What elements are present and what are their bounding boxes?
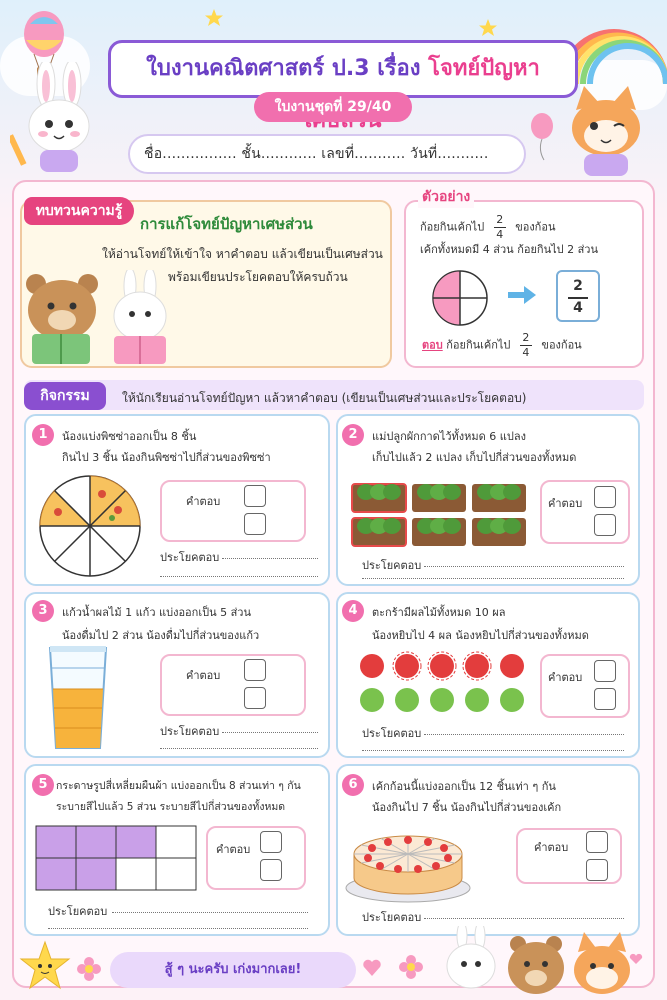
answer-box-3	[160, 654, 306, 716]
answer-denominator-box[interactable]	[586, 859, 608, 881]
review-text-line: ให้อ่านโจทย์ให้เข้าใจ หาคำตอบ แล้วเขียนเป็นเศษส่วน	[102, 247, 383, 261]
question-text: ตะกร้ามีผลไม้ทั้งหมด 10 ผล	[372, 606, 506, 619]
bunny-mascot-icon	[10, 62, 110, 174]
juice-glass-icon	[46, 644, 110, 754]
answer-sentence-line[interactable]	[362, 750, 624, 751]
activity-tag: กิจกรรม	[24, 382, 106, 410]
answer-sentence-line[interactable]	[160, 576, 318, 577]
answer-sentence-line[interactable]	[48, 928, 308, 929]
worksheet-set-badge: ใบงานชุดที่ 29/40	[254, 92, 412, 122]
answer-sentence-label: ประโยคตอบ	[160, 551, 220, 564]
answer-numerator-box[interactable]	[586, 831, 608, 853]
answer-denominator-box[interactable]	[594, 688, 616, 710]
answer-label: คำตอบ	[216, 843, 251, 856]
title-topic: โจทย์ปัญหา	[428, 56, 540, 81]
fraction-denominator: 4	[522, 346, 530, 359]
encouragement-message: สู้ ๆ นะครับ เก่งมากเลย!	[110, 952, 356, 988]
example-text: ของก้อน	[541, 338, 582, 352]
answer-sentence-label: ประโยคตอบ	[362, 911, 422, 924]
question-number: 6	[342, 774, 364, 796]
example-text: ของก้อน	[515, 220, 556, 234]
question-number: 3	[32, 600, 54, 622]
answer-sentence-line[interactable]	[160, 748, 318, 749]
cat-mascot-icon	[556, 82, 656, 178]
answer-sentence-label: ประโยคตอบ	[362, 727, 422, 740]
example-answer-label: ตอบ	[422, 338, 443, 352]
question-text: ระบายสีไปแล้ว 5 ส่วน ระบายสีไปกี่ส่วนของทั้งหมด	[56, 801, 286, 813]
example-answer-line	[422, 332, 582, 359]
star-icon	[204, 8, 224, 28]
answer-numerator-box[interactable]	[594, 486, 616, 508]
question-text: น้องกินไป 7 ชิ้น น้องกินไปกี่ส่วนของเค้ก	[372, 801, 562, 814]
answer-sentence-line[interactable]	[424, 566, 624, 567]
pizza-icon	[36, 472, 144, 580]
student-info-fields[interactable]: ชื่อ................ ชั้น............ เลขที่........... วันที่...........	[128, 134, 526, 174]
result-numerator: 2	[573, 278, 583, 294]
question-text: น้องหยิบไป 4 ผล น้องหยิบไปกี่ส่วนของทั้งหมด	[372, 629, 589, 642]
review-text-line: พร้อมเขียนประโยคตอบให้ครบถ้วน	[168, 270, 348, 284]
balloon-icon	[528, 112, 556, 162]
title-subject: ใบงานคณิตศาสตร์ ป.3 เรื่อง	[146, 56, 429, 81]
answer-label: คำตอบ	[186, 669, 221, 682]
cake-icon	[344, 818, 472, 904]
apples-icon	[350, 648, 536, 718]
mascots-group-icon	[440, 926, 650, 998]
flower-icon	[76, 956, 102, 982]
example-question-line	[420, 214, 555, 241]
answer-denominator-box[interactable]	[594, 514, 616, 536]
example-text: ก้อยกินเค้กไป	[446, 338, 511, 352]
answer-sentence-label: ประโยคตอบ	[48, 905, 108, 918]
answer-numerator-box[interactable]	[244, 485, 266, 507]
answer-sentence-line[interactable]	[222, 558, 318, 559]
example-text: ก้อยกินเค้กไป	[420, 220, 485, 234]
question-text: แก้วน้ำผลไม้ 1 แก้ว แบ่งออกเป็น 5 ส่วน	[62, 606, 251, 619]
fraction-circle-icon	[430, 268, 490, 328]
answer-sentence-line[interactable]	[112, 912, 308, 913]
example-fraction	[494, 214, 506, 241]
answer-numerator-box[interactable]	[244, 659, 266, 681]
example-line2: เค้กทั้งหมดมี 4 ส่วน ก้อยกินไป 2 ส่วน	[420, 243, 599, 256]
answer-denominator-box[interactable]	[244, 513, 266, 535]
result-denominator: 4	[573, 300, 583, 316]
question-number: 1	[32, 424, 54, 446]
smiling-star-icon	[18, 940, 72, 994]
answer-box-1	[160, 480, 306, 542]
answer-sentence-label: ประโยคตอบ	[160, 725, 220, 738]
question-text: เค้กก้อนนี้แบ่งออกเป็น 12 ชิ้นเท่า ๆ กัน	[372, 780, 556, 793]
answer-box-2	[540, 480, 630, 544]
answer-box-5	[206, 826, 306, 890]
question-text: กินไป 3 ชิ้น น้องกินพิซซ่าไปกี่ส่วนของพิซซ่า	[62, 451, 271, 464]
answer-label: คำตอบ	[548, 497, 583, 510]
answer-numerator-box[interactable]	[260, 831, 282, 853]
question-number: 4	[342, 600, 364, 622]
answer-sentence-line[interactable]	[362, 578, 624, 579]
fraction-numerator: 2	[496, 213, 504, 226]
activity-instruction: ให้นักเรียนอ่านโจทย์ปัญหา แล้วหาคำตอบ (เขียนเป็นเศษส่วนและประโยคตอบ)	[122, 391, 527, 405]
answer-label: คำตอบ	[534, 841, 569, 854]
question-number: 5	[32, 774, 54, 796]
example-answer-fraction	[520, 332, 532, 359]
fraction-numerator: 2	[522, 331, 530, 344]
answer-numerator-box[interactable]	[594, 660, 616, 682]
answer-sentence-line[interactable]	[424, 734, 624, 735]
rectangle-grid-icon	[34, 824, 198, 892]
question-text: น้องแบ่งพิซซ่าออกเป็น 8 ชิ้น	[62, 430, 197, 443]
arrow-right-icon	[508, 286, 538, 304]
question-text: แม่ปลูกผักกาดไว้ทั้งหมด 6 แปลง	[372, 430, 526, 443]
review-tag: ทบทวนความรู้	[24, 197, 134, 225]
answer-sentence-label: ประโยคตอบ	[362, 559, 422, 572]
example-title: ตัวอย่าง	[418, 186, 474, 208]
answer-box-4	[540, 654, 630, 718]
page-title	[108, 40, 578, 98]
answer-sentence-line[interactable]	[222, 732, 318, 733]
review-heading: การแก้โจทย์ปัญหาเศษส่วน	[140, 215, 313, 233]
star-icon	[478, 18, 498, 38]
example-result-box	[556, 270, 600, 322]
answer-denominator-box[interactable]	[244, 687, 266, 709]
flower-icon	[398, 954, 424, 980]
answer-label: คำตอบ	[548, 671, 583, 684]
vegetable-plots-icon	[348, 478, 530, 550]
answer-denominator-box[interactable]	[260, 859, 282, 881]
question-text: เก็บไปแล้ว 2 แปลง เก็บไปกี่ส่วนของทั้งหมด	[372, 451, 577, 464]
answer-sentence-line[interactable]	[424, 918, 624, 919]
heart-icon	[362, 958, 382, 978]
answer-label: คำตอบ	[186, 495, 221, 508]
fraction-denominator: 4	[496, 228, 504, 241]
question-number: 2	[342, 424, 364, 446]
reading-bear-and-bunny-icon	[22, 270, 182, 368]
question-text: น้องดื่มไป 2 ส่วน น้องดื่มไปกี่ส่วนของแก้ว	[62, 629, 260, 642]
question-text: กระดาษรูปสี่เหลี่ยมผืนผ้า แบ่งออกเป็น 8 ส่วนเท่า ๆ กัน	[56, 780, 301, 792]
